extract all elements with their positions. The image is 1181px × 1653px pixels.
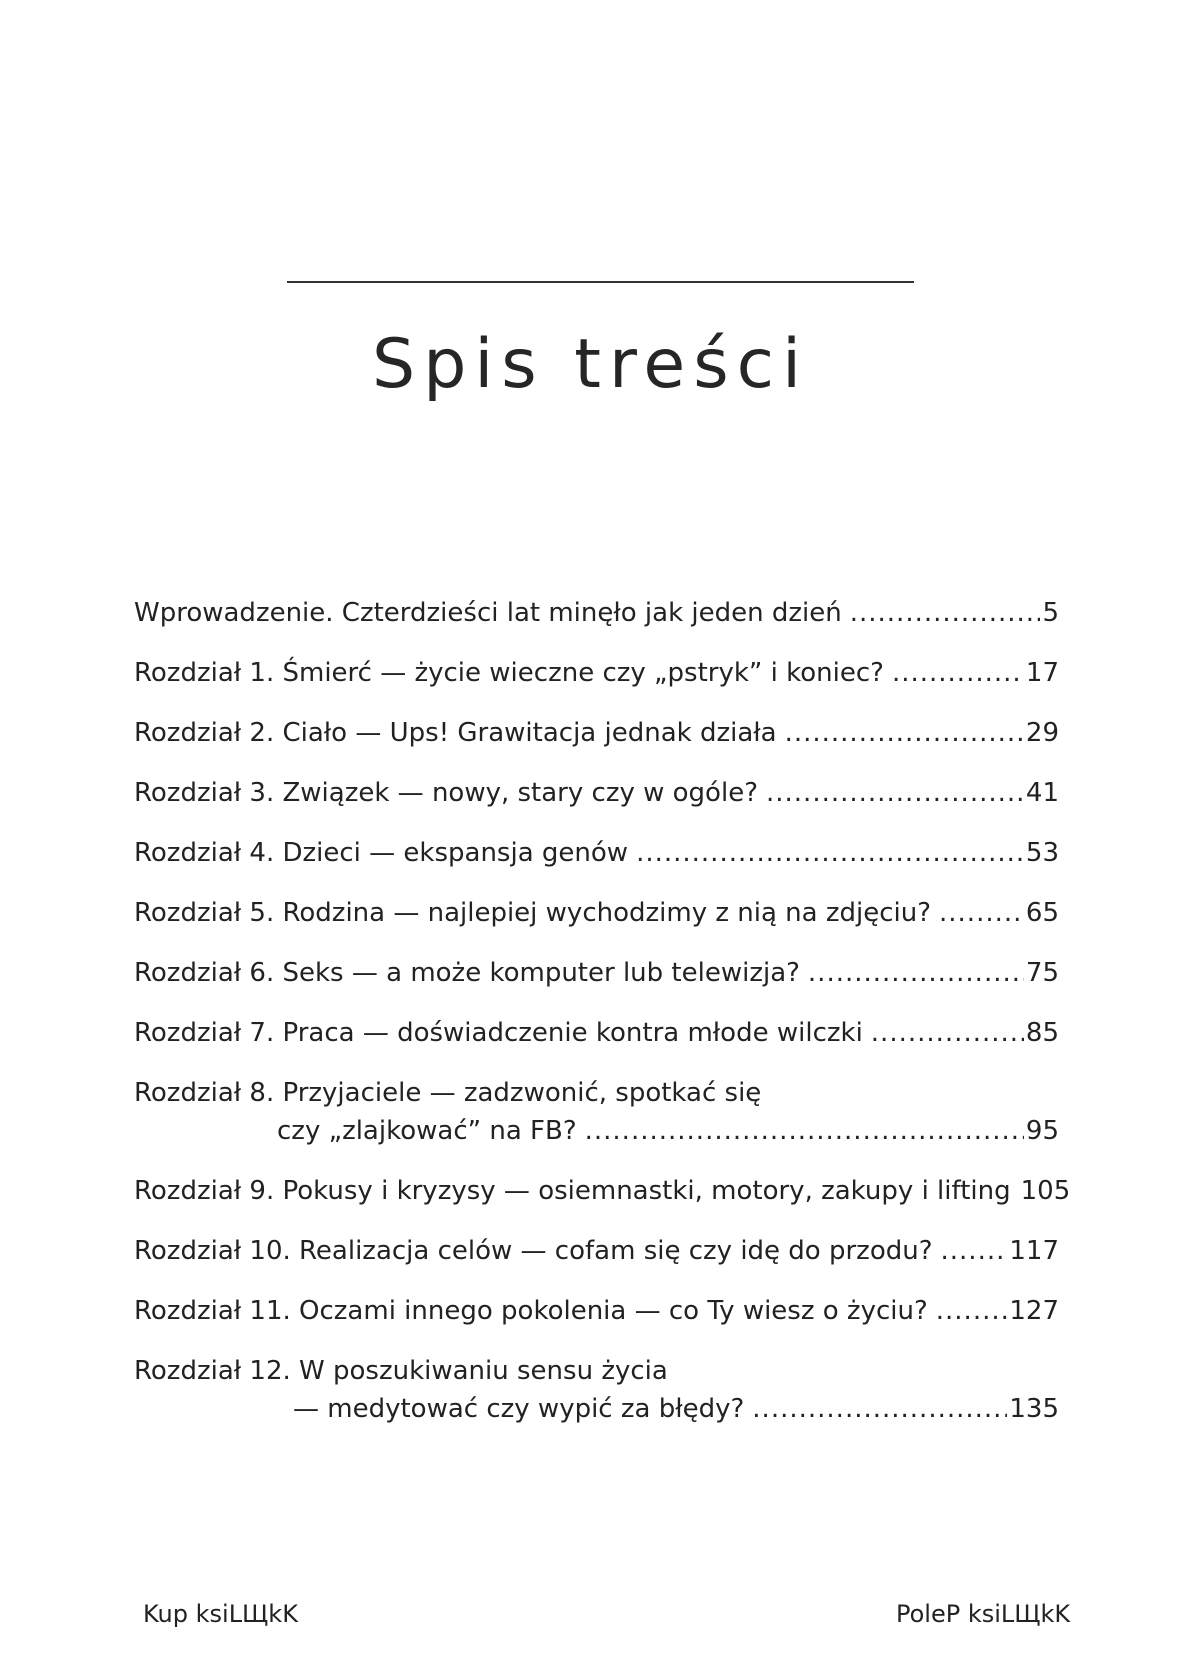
toc-entry-chapter-10[interactable] <box>134 1232 1059 1292</box>
toc-entry-chapter-4[interactable] <box>134 834 1059 894</box>
toc-entry-label: Rozdział 10. Realizacja celów — cofam się czy idę do przodu? <box>134 1236 933 1266</box>
toc-entry-label: Rozdział 9. Pokusy i kryzysy — osiemnastki, motory, zakupy i lifting <box>134 1176 1011 1206</box>
toc-entry-chapter-6[interactable] <box>134 954 1059 1014</box>
recommend-book-link[interactable]: PoleP ksiLЩkK <box>896 1600 1071 1628</box>
toc-entry-chapter-3[interactable] <box>134 774 1059 834</box>
toc-entry-label: Rozdział 1. Śmierć — życie wieczne czy „pstryk” i koniec? <box>134 658 884 688</box>
toc-entry-label: Rozdział 3. Związek — nowy, stary czy w ogóle? <box>134 778 758 808</box>
toc-page-number: 135 <box>1009 1394 1059 1424</box>
toc-page-number: 53 <box>1025 838 1059 868</box>
toc-page-number: 85 <box>1025 1018 1059 1048</box>
page-title: Spis treści <box>372 325 809 404</box>
toc-entry-label: Rozdział 7. Praca — doświadczenie kontra młode wilczki <box>134 1018 863 1048</box>
toc-leader-dots <box>636 834 1024 872</box>
toc-leader-dots <box>941 1232 1008 1270</box>
toc-leader-dots <box>939 894 1024 932</box>
toc-entry-chapter-9[interactable] <box>134 1172 1071 1232</box>
toc-entry-introduction[interactable] <box>134 594 1059 654</box>
toc-entry-label: Rozdział 2. Ciało — Ups! Grawitacja jednak działa <box>134 718 777 748</box>
toc-entry-chapter-2[interactable] <box>134 714 1059 774</box>
toc-leader-dots <box>766 774 1024 812</box>
title-rule <box>287 281 914 283</box>
toc-entry-chapter-1[interactable] <box>134 654 1059 714</box>
toc-leader-dots <box>892 654 1024 692</box>
toc-entry-label: Rozdział 4. Dzieci — ekspansja genów <box>134 838 629 868</box>
toc-leader-dots <box>785 714 1024 752</box>
toc-entry-label-continued: — medytować czy wypić za błędy? <box>293 1394 745 1424</box>
toc-entry-chapter-5[interactable] <box>134 894 1059 954</box>
toc-entry-label: Rozdział 5. Rodzina — najlepiej wychodzimy z nią na zdjęciu? <box>134 898 932 928</box>
toc-entry-label: Rozdział 11. Oczami innego pokolenia — co Ty wiesz o życiu? <box>134 1296 928 1326</box>
toc-page-number: 75 <box>1025 958 1059 988</box>
toc-entry-chapter-11[interactable] <box>134 1292 1059 1352</box>
toc-leader-dots <box>752 1390 1007 1428</box>
toc-leader-dots <box>808 954 1024 992</box>
toc-page-number: 5 <box>1042 598 1059 628</box>
toc-leader-dots <box>936 1292 1008 1330</box>
toc-page-number: 127 <box>1009 1296 1059 1326</box>
table-of-contents <box>134 594 1071 1450</box>
toc-entry-label: Rozdział 8. Przyjaciele — zadzwonić, spotkać się <box>134 1078 762 1108</box>
toc-entry-label-continued: czy „zlajkować” na FB? <box>277 1116 577 1146</box>
toc-entry-label: Rozdział 6. Seks — a może komputer lub telewizja? <box>134 958 800 988</box>
toc-page-number: 29 <box>1025 718 1059 748</box>
toc-entry-chapter-8[interactable] <box>134 1074 1059 1172</box>
toc-leader-dots <box>871 1014 1024 1052</box>
toc-entry-chapter-7[interactable] <box>134 1014 1059 1074</box>
buy-book-link[interactable]: Kup ksiLЩkK <box>143 1600 298 1628</box>
toc-page-number: 117 <box>1009 1236 1059 1266</box>
toc-leader-dots <box>585 1112 1024 1150</box>
toc-page-number: 105 <box>1020 1176 1071 1206</box>
toc-entry-label: Wprowadzenie. Czterdzieści lat minęło jak jeden dzień <box>134 598 842 628</box>
toc-entry-chapter-12[interactable] <box>134 1352 1059 1450</box>
toc-page-number: 17 <box>1025 658 1059 688</box>
toc-page-number: 95 <box>1025 1116 1059 1146</box>
toc-page-number: 41 <box>1025 778 1059 808</box>
toc-entry-label: Rozdział 12. W poszukiwaniu sensu życia <box>134 1356 668 1386</box>
toc-leader-dots <box>850 594 1041 632</box>
toc-page-number: 65 <box>1025 898 1059 928</box>
